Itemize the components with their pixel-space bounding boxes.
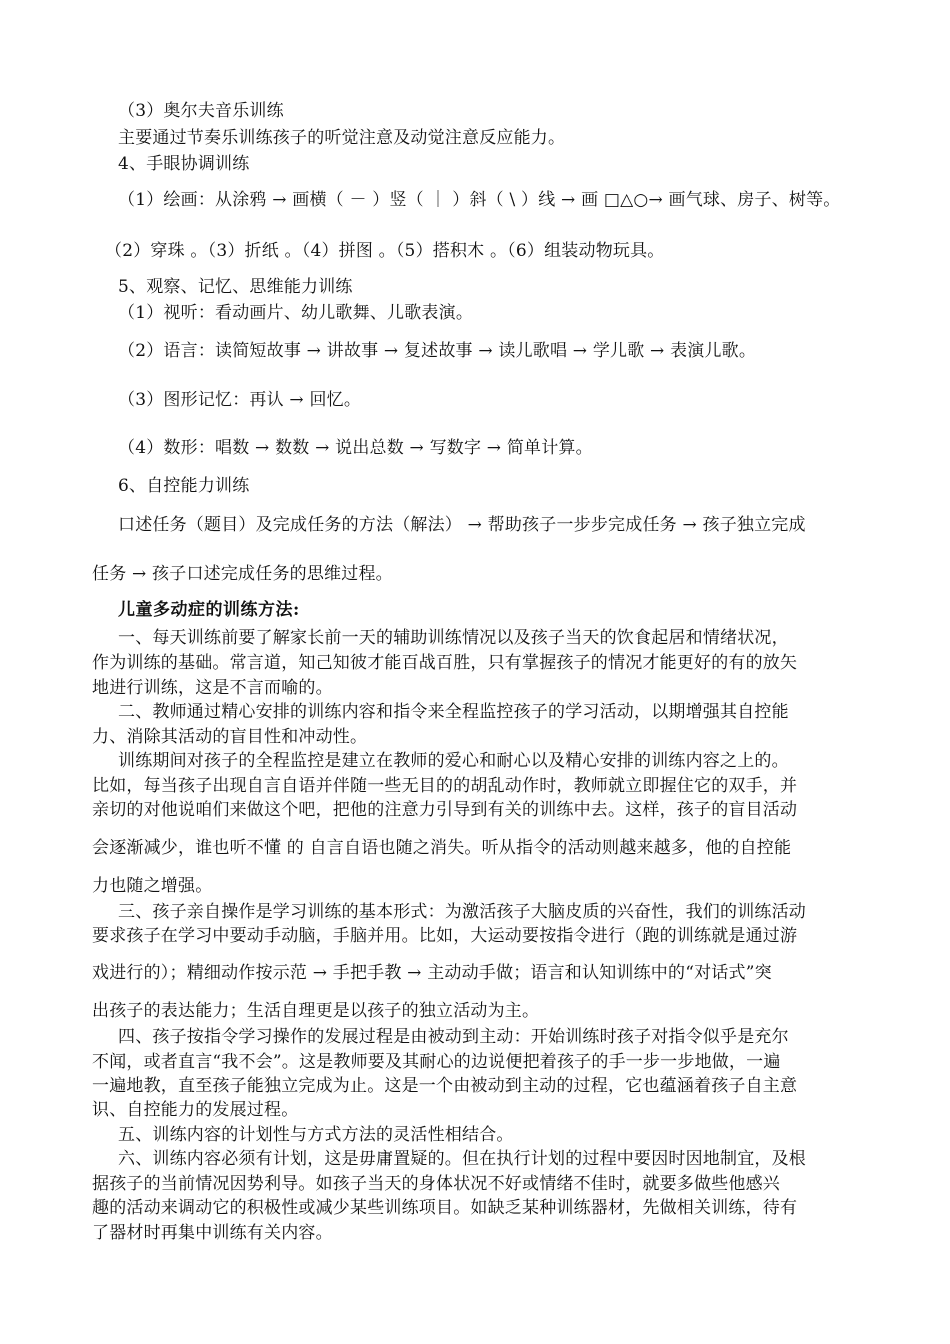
paragraph-line: 据孩子的当前情况因势利导。如孩子当天的身体状况不好或情绪不佳时，就要多做些他感兴	[92, 1174, 780, 1194]
paragraph-line: （1）绘画：从涂鸦 → 画横（ － ）竖（ ｜ ）斜（ \ ）线 → 画 □△○→ 画气球、房子、树等。	[118, 190, 841, 210]
paragraph-line: 三、孩子亲自操作是学习训练的基本形式：为激活孩子大脑皮质的兴奋性，我们的训练活动	[118, 902, 806, 922]
paragraph-line: （4）数形：唱数 → 数数 → 说出总数 → 写数字 → 简单计算。	[118, 438, 593, 458]
paragraph-line: 不闻，或者直言“我不会”。这是教师要及其耐心的边说便把着孩子的手一步一步地做，一遍	[92, 1052, 781, 1072]
paragraph-line: （1）视听：看动画片、幼儿歌舞、儿歌表演。	[118, 303, 474, 323]
section-heading-hand-eye: 4、手眼协调训练	[118, 154, 250, 174]
paragraph-line: 亲切的对他说咱们来做这个吧，把他的注意力引导到有关的训练中去。这样，孩子的盲目活动	[92, 800, 798, 820]
paragraph-line: 力也随之增强。	[92, 876, 213, 896]
paragraph-line: 二、教师通过精心安排的训练内容和指令来全程监控孩子的学习活动，以期增强其自控能	[118, 702, 789, 722]
paragraph-line: 一遍地教，直至孩子能独立完成为止。这是一个由被动到主动的过程，它也蕴涵着孩子自主意	[92, 1076, 798, 1096]
paragraph-line: 戏进行的）；精细动作按示范 → 手把手教 → 主动动手做；语言和认知训练中的“对话式”突	[92, 963, 772, 983]
section-title-adhd-training: 儿童多动症的训练方法:	[118, 600, 300, 620]
paragraph-line: 一、每天训练前要了解家长前一天的辅助训练情况以及孩子当天的饮食起居和情绪状况，	[118, 628, 789, 648]
paragraph-line: 四、孩子按指令学习操作的发展过程是由被动到主动：开始训练时孩子对指令似乎是充尔	[118, 1027, 789, 1047]
paragraph-line: （2）穿珠 。（3）折纸 。（4）拼图 。（5）搭积木 。（6）组装动物玩具。	[105, 241, 665, 261]
paragraph-line: 会逐渐减少，谁也听不懂 的 自言自语也随之消失。听从指令的活动则越来越多，他的自控能	[92, 838, 792, 858]
paragraph-line: 要求孩子在学习中要动手动脑，手脑并用。比如，大运动要按指令进行（跑的训练就是通过游	[92, 926, 798, 946]
paragraph-line: 出孩子的表达能力；生活自理更是以孩子的独立活动为主。	[92, 1001, 540, 1021]
paragraph-line: 主要通过节奏乐训练孩子的听觉注意及动觉注意反应能力。	[118, 128, 566, 148]
paragraph-line: 力、消除其活动的盲目性和冲动性。	[92, 727, 368, 747]
paragraph-line: 识、自控能力的发展过程。	[92, 1100, 299, 1120]
paragraph-line: 五、训练内容的计划性与方式方法的灵活性相结合。	[118, 1125, 514, 1145]
paragraph-line: 地进行训练，这是不言而喻的。	[92, 678, 333, 698]
paragraph-line: （3）图形记忆：再认 → 回忆。	[118, 390, 362, 410]
paragraph-line: 口述任务（题目）及完成任务的方法（解法） → 帮助孩子一步步完成任务 → 孩子独立完成	[118, 515, 806, 535]
paragraph-line: 任务 → 孩子口述完成任务的思维过程。	[92, 564, 393, 584]
paragraph-line: 比如，每当孩子出现自言自语并伴随一些无目的的胡乱动作时，教师就立即握住它的双手，并	[92, 776, 798, 796]
section-heading-observation: 5、观察、记忆、思维能力训练	[118, 277, 353, 297]
paragraph-line: 作为训练的基础。常言道，知己知彼才能百战百胜，只有掌握孩子的情况才能更好的有的放矢	[92, 653, 798, 673]
paragraph-line: （2）语言：读简短故事 → 讲故事 → 复述故事 → 读儿歌唱 → 学儿歌 → 表演儿歌。	[118, 341, 757, 361]
paragraph-line: 训练期间对孩子的全程监控是建立在教师的爱心和耐心以及精心安排的训练内容之上的。	[118, 751, 789, 771]
paragraph-line: 六、训练内容必须有计划，这是毋庸置疑的。但在执行计划的过程中要因时因地制宜，及根	[118, 1149, 806, 1169]
paragraph-line: 了器材时再集中训练有关内容。	[92, 1223, 333, 1243]
subheading-orff-music: （3）奥尔夫音乐训练	[118, 101, 284, 121]
section-heading-self-control: 6、自控能力训练	[118, 476, 250, 496]
paragraph-line: 趣的活动来调动它的积极性或减少某些训练项目。如缺乏某种训练器材，先做相关训练，待有	[92, 1198, 798, 1218]
